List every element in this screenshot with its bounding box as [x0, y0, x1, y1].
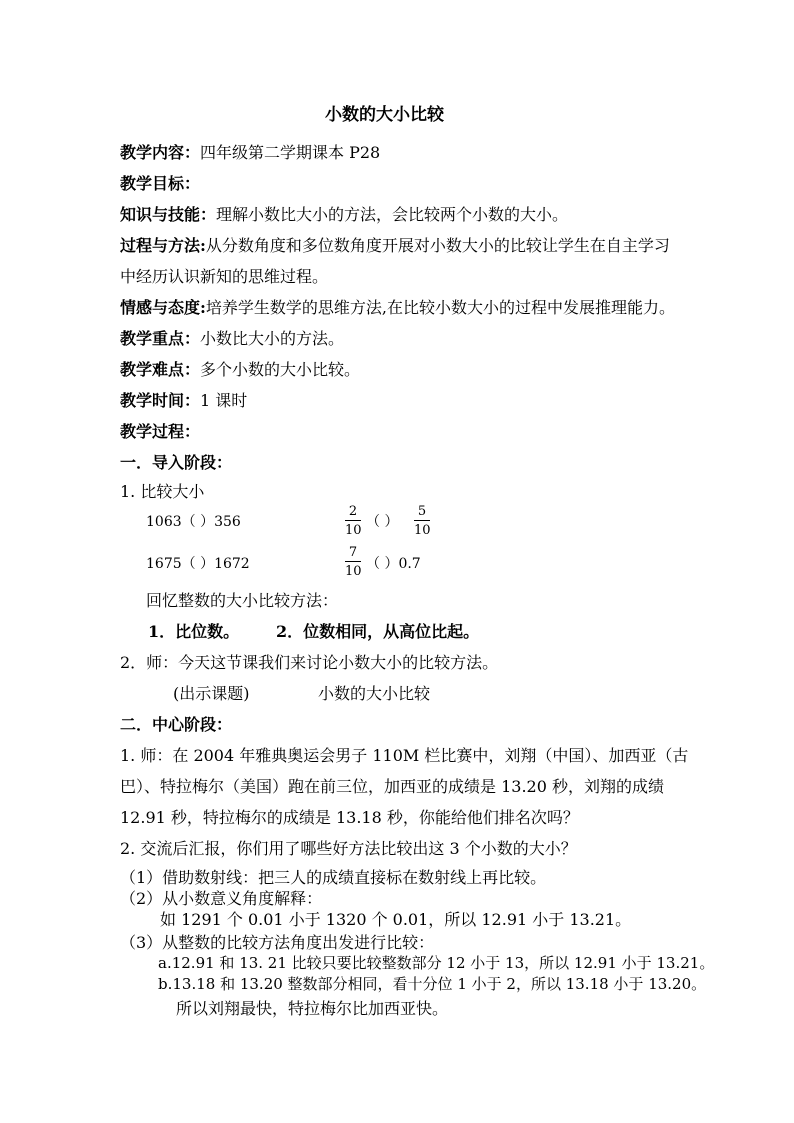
- process-value: 从分数角度和多位数角度开展对小数大小的比较让学生在自主学习: [205, 236, 670, 255]
- process-row: [120, 238, 670, 254]
- fraction-numerator: 2: [348, 504, 358, 519]
- compare-blank-2: （ ）0.7: [366, 556, 421, 572]
- compare-1675-1672: 1675（ ）1672: [146, 556, 250, 572]
- time-label: 教学时间：: [120, 391, 201, 410]
- fraction-5-10: [414, 505, 430, 537]
- page-title: 小数的大小比较: [325, 105, 444, 125]
- content-value: 四年级第二学期课本 P28: [200, 143, 381, 162]
- section1-heading: 一．导入阶段：: [120, 453, 233, 472]
- conclusion: 所以刘翔最快，特拉梅尔比加西亚快。: [176, 999, 449, 1018]
- section1-item2: 2．师：今天这节课我们来讨论小数大小的比较方法。: [120, 653, 499, 672]
- content-row: [120, 145, 380, 161]
- section2-heading: 二．中心阶段：: [120, 715, 233, 734]
- compare-blank-1: （ ）: [366, 514, 399, 530]
- method-integer-compare: （3）从整数的比较方法角度出发进行比较：: [120, 933, 435, 952]
- topic-title: 小数的大小比较: [318, 684, 431, 703]
- difficulty-value: 多个小数的大小比较。: [200, 360, 361, 379]
- emotion-label: 情感与态度:: [120, 298, 206, 317]
- difficulty-label: 教学难点：: [120, 360, 201, 379]
- emotion-row: [120, 300, 675, 316]
- goals-label: 教学目标：: [120, 174, 201, 193]
- method-integer-b: b.13.18 和 13.20 整数部分相同，看十分位 1 小于 2，所以 13.18 小于 13.20。: [158, 975, 707, 993]
- compare-1063-356: 1063（ ）356: [146, 514, 241, 530]
- process-label: 过程与方法:: [120, 236, 206, 255]
- fraction-numerator: 5: [417, 504, 427, 519]
- method-number-ray: （1）借助数射线：把三人的成绩直接标在数射线上再比较。: [120, 868, 547, 887]
- key-label: 教学重点：: [120, 329, 201, 348]
- key-row: [120, 331, 344, 347]
- para1-line2: 巴）、特拉梅尔（美国）跑在前三位，加西亚的成绩是 13.20 秒，刘翔的成绩: [120, 777, 664, 796]
- content-label: 教学内容：: [120, 143, 201, 162]
- method-decimal-meaning: （2）从小数意义角度解释：: [120, 889, 323, 908]
- section1-item1: 1. 比较大小: [120, 482, 205, 501]
- knowledge-row: [120, 207, 568, 223]
- process-value-cont: 中经历认识新知的思维过程。: [120, 267, 329, 286]
- method-integer-a: a.12.91 和 13. 21 比较只要比较整数部分 12 小于 13，所以 12.91 小于 13.21。: [158, 954, 715, 972]
- knowledge-value: 理解小数比大小的方法，会比较两个小数的大小。: [216, 205, 569, 224]
- knowledge-label: 知识与技能：: [120, 205, 217, 224]
- difficulty-row: [120, 362, 360, 378]
- fraction-2-10: [345, 505, 361, 537]
- recall-text: 回忆整数的大小比较方法：: [146, 591, 339, 610]
- key-value: 小数比大小的方法。: [200, 329, 345, 348]
- para1-line3: 12.91 秒，特拉梅尔的成绩是 13.18 秒，你能给他们排名次吗？: [120, 808, 579, 827]
- procedure-label: 教学过程：: [120, 422, 201, 441]
- fraction-denominator: 10: [345, 523, 362, 538]
- emotion-value: 培养学生数学的思维方法,在比较小数大小的过程中发展推理能力。: [205, 298, 676, 317]
- method-decimal-detail: 如 1291 个 0.01 小于 1320 个 0.01，所以 12.91 小于 13.21。: [160, 910, 632, 929]
- para1-line1: 1. 师：在 2004 年雅典奥运会男子 110M 栏比赛中，刘翔（中国）、加西亚（古: [120, 746, 689, 765]
- show-title: (出示课题): [173, 684, 250, 703]
- fraction-7-10: [345, 546, 361, 578]
- time-row: [120, 393, 247, 409]
- fraction-denominator: 10: [345, 564, 362, 579]
- time-value: 1 课时: [200, 391, 248, 410]
- method-2: 2．位数相同，从高位比起。: [276, 622, 480, 641]
- method-1: 1．比位数。: [148, 622, 240, 641]
- para2: 2. 交流后汇报，你们用了哪些好方法比较出这 3 个小数的大小？: [120, 839, 577, 858]
- fraction-denominator: 10: [414, 523, 431, 538]
- fraction-numerator: 7: [348, 545, 358, 560]
